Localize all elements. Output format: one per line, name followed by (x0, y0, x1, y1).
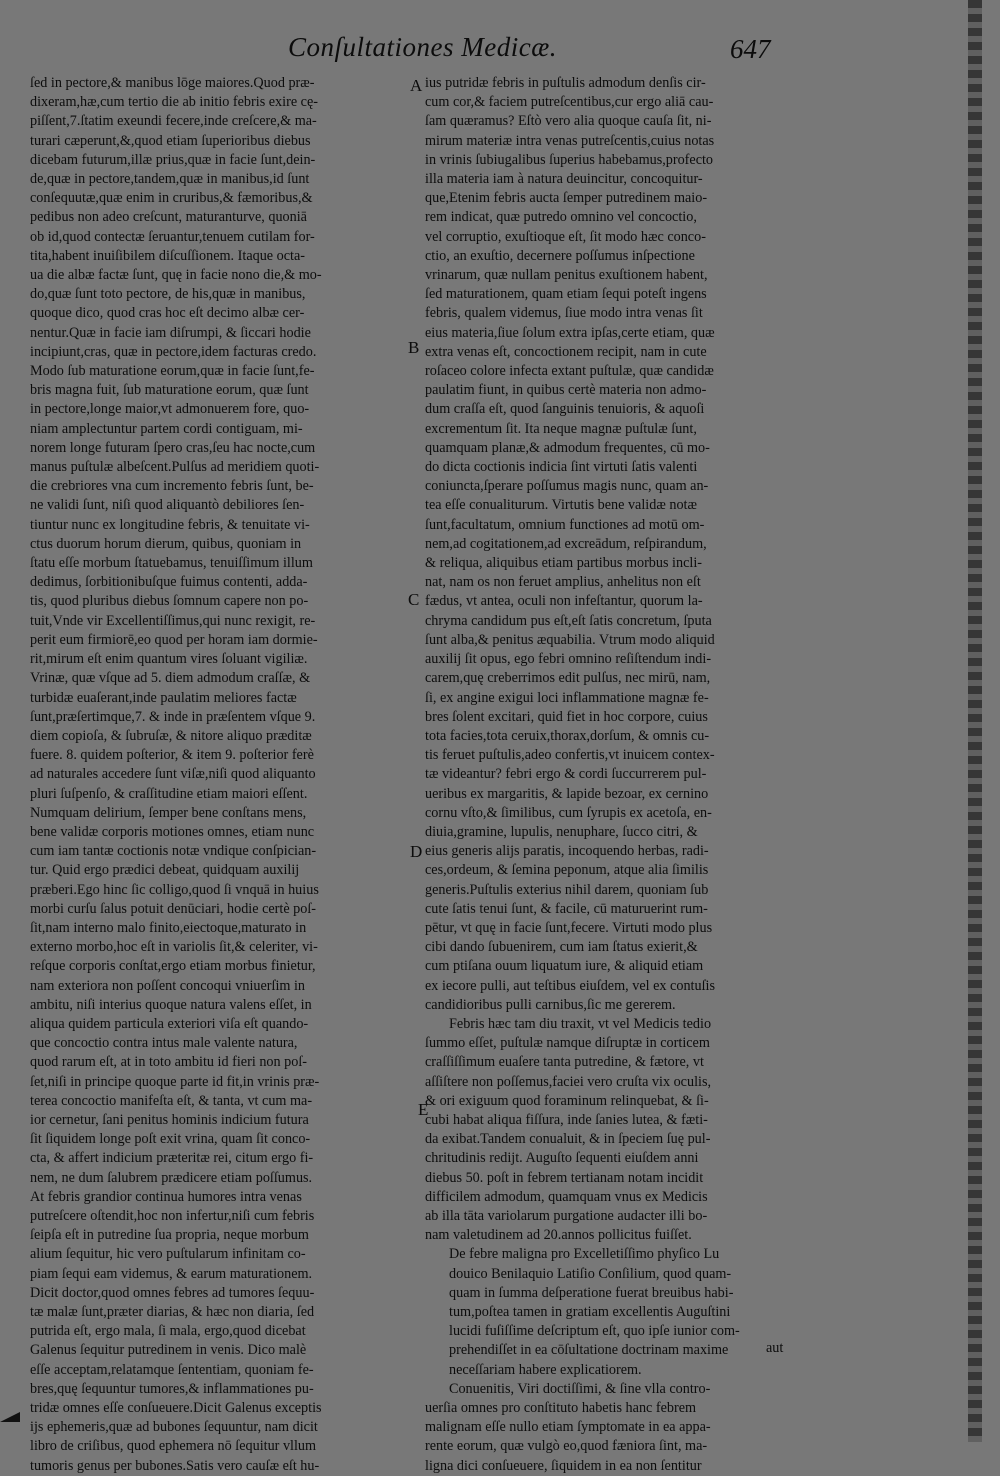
text-line: bene validæ corporis motiones omnes, etiam nunc (30, 823, 315, 840)
section-heading-line: De febre maligna pro Excelletiſſimo phyſico Lu (449, 1246, 720, 1263)
text-line: vrinarum, quæ nullam penitus exuſtionem habent, (425, 267, 708, 284)
text-line: ſam quæramus? Eſtò vero alia quoque cauſa ſit, ni- (425, 113, 712, 130)
section-heading-line: quam in ſumma deſperatione fuerat breuibus habi- (449, 1284, 734, 1301)
text-line: ſit,nam interno malo finito,eiectoque,maturato in (30, 919, 307, 936)
text-line: que,Etenim febris aucta ſemper putredinem maio- (425, 190, 708, 207)
text-line: diebus 50. poſt in febrem tertianam notam incidit (425, 1169, 704, 1186)
text-line: cum iam tantæ coctionis notæ vndique conſpician- (30, 843, 317, 860)
text-line: cornu vſto,& ſimilibus, cum ſyrupis ex acetoſa, en- (425, 804, 712, 821)
text-line: die crebriores vna cum incremento febris ſunt, be- (30, 478, 314, 495)
text-line: ſummo eſſet, puſtulæ namque diſruptæ in corticem (425, 1035, 710, 1052)
margin-letter-a: A (410, 76, 423, 95)
text-line: nem, ne dum ſalubrem prædicere etiam poſſumus. (30, 1169, 313, 1186)
text-line: chryma candidum pus eſt,eſt ſatis concretum, ſputa (425, 612, 712, 629)
text-line: paulatim fiunt, in quibus certè materia non admo- (425, 382, 707, 399)
page-number: 647 (730, 34, 771, 64)
text-line: chritudinis redijt. Auguſto ſequenti eiuſdem anni (425, 1150, 699, 1167)
text-line: nat, nam os non feruet amplius, anhelitus non eſt (425, 574, 701, 591)
text-line: bres ſolent excitari, quid fiet in hoc corpore, cuius (425, 708, 708, 725)
text-line: manus puſtulæ albeſcent.Pulſus ad meridiem quoti- (30, 459, 320, 476)
text-line: que concoctio contra intus male valente natura, (30, 1035, 298, 1052)
text-line: tridæ omnes eſſe conſueuere.Dicit Galenus exceptis (30, 1400, 322, 1417)
text-line: tea eſſe conualiturum. Virtutis bene validæ notæ (425, 497, 697, 514)
binding-edge (968, 0, 982, 1442)
text-line: & ori exiguum quod foraminum relinquebat, & ſi- (425, 1092, 709, 1109)
margin-letter-b: B (408, 338, 420, 357)
text-line: aſſiſtere non poſſemus,faciei vero cruſta vix oculis, (425, 1073, 712, 1090)
text-line: piam ſequi eam videmus, & earum maturationem. (30, 1265, 313, 1282)
running-header-title: Conſultationes Medicæ. (288, 32, 557, 62)
corner-mark (0, 1412, 20, 1422)
text-line: diem copioſa, & ſubruſæ, & nitore aliquo præditæ (30, 727, 312, 744)
text-line: roſaceo colore infecta extant puſtulæ, quæ candidæ (425, 363, 714, 380)
text-line: turari cæperunt,&,quod etiam ſuperioribus diebus (30, 132, 311, 149)
text-line: turbidæ euaſerant,inde paulatim meliores factæ (30, 689, 297, 706)
text-line: ob id,quod contectæ ſeruantur,tenuem cutilam for- (30, 228, 315, 245)
text-line: ſunt,facultatum, omnium functiones ad motū om- (425, 516, 705, 533)
text-line: nam valetudinem ad 20.annos pollicitus fuiſſet. (425, 1227, 692, 1244)
text-line: ex iecore pulli, aut teſtibus eiuſdem, vel ex contuſis (425, 977, 715, 994)
text-line: ambitu, niſi interius quoque natura valens eſſet, in (30, 996, 312, 1013)
text-line: Dicit doctor,quod omnes febres ad tumores ſequu- (30, 1284, 315, 1301)
text-line: putreſcere oſtendit,hoc non infertur,niſi cum febris (30, 1207, 315, 1224)
text-line: carem,quę creberrimos edit pulſus, nec mirū, nam, (425, 670, 711, 687)
text-line: ctus duorum horum dierum, quibus, quoniam in (30, 535, 302, 552)
text-line: ſed in pectore,& manibus lōge maiores.Quod præ- (30, 75, 315, 91)
text-line: eius materia,ſiue ſolum extra ipſas,certe etiam, quæ (425, 324, 715, 341)
text-line: ior cernetur, ſani penitus hominis indicium futura (30, 1111, 309, 1128)
text-line: dedimus, ſorbitionibuſque fuimus contenti, adda- (30, 574, 308, 591)
section-heading-line: tum,poſtea tamen in gratiam excellentis Auguſtini (449, 1304, 731, 1320)
text-line: eſſe acceptam,relatamque ſententiam, quoniam fe- (30, 1361, 314, 1378)
text-line: dicebam futurum,illæ prius,quæ in facie ſunt,dein- (30, 151, 316, 168)
text-line: ſtatu eſſe morbum ſtatuebamus, tenuiſſimum illum (30, 555, 313, 572)
text-line: quamquam planæ,& admodum frequentes, cū mo- (425, 439, 710, 456)
text-line: morbi curſu ſalus potuit denūciari, hodie certè poſ- (30, 900, 317, 917)
text-line: in pectore,longe maior,vt admonuerem fore, quo- (30, 401, 310, 418)
text-line: ueribus ex margaritis, & lapide bezoar, ex cernino (425, 785, 709, 802)
text-line: tur. Quid ergo prædici debeat, quidquam auxilij (30, 862, 300, 879)
text-line: aliqua quidem particula exteriori viſa eſt quando- (30, 1015, 309, 1032)
text-line: ius putridæ febris in puſtulis admodum denſis cir- (425, 75, 706, 91)
text-line: fuere. 8. quidem poſterior, & item 9. poſterior ferè (30, 747, 314, 764)
text-line: vel corruptio, exuſtioque eſt, ſit modo hæc conco- (425, 228, 706, 245)
text-line: cta, & affert indicium præteritæ rei, citum ergo fi- (30, 1150, 314, 1167)
text-line: Conuenitis, Viri doctiſſimi, & ſine vlla contro- (449, 1380, 711, 1397)
text-line: tis, quod pluribus diebus ſomnum capere non po- (30, 593, 309, 610)
text-line: Vrinæ, quæ vſque ad 5. diem admodum craſſæ, & (30, 670, 311, 687)
text-line: ab illa tāta variolarum purgatione audacter illi bo- (425, 1207, 708, 1224)
text-line: tuit,Vnde vir Excellentiſſimus,qui nunc rexigit, re- (30, 612, 316, 629)
catchword: aut (766, 1340, 784, 1356)
text-line: ſit ſiquidem longe poſt exit vrina, quam ſit conco- (30, 1131, 311, 1148)
text-line: nem,ad cogitationem,ad excreādum, reſpirandum, (425, 535, 707, 552)
text-line: tæ malæ ſunt,præter diarias, & hæc non diaria, ſed (30, 1304, 315, 1320)
text-line: niam amplectuntur partem cordi contiguam, mi- (30, 420, 303, 437)
margin-letter-c: C (408, 590, 420, 609)
text-line: ijs ephemeris,quæ ad bubones ſequuntur, nam dicit (30, 1419, 318, 1436)
text-line: libro de criſibus, quod ephemera nō ſequitur vllum (30, 1438, 317, 1455)
text-line: de,quæ in pectore,tandem,quæ in manibus,id ſunt (30, 171, 310, 188)
margin-letter-d: D (410, 842, 423, 861)
section-heading-line: douico Benilaquio Latiſio Conſilium, quod quam- (449, 1265, 732, 1282)
text-line: ne validi ſunt, niſi quod aliquantò debiliores ſen- (30, 497, 305, 514)
text-line: illa materia iam à natura deuincitur, concoquitur- (425, 171, 703, 188)
text-line: ſi, ex angine exigui loci inflammatione magnæ fe- (425, 689, 709, 706)
text-line: ſeipſa eſt in putredine ſua propria, neque morbum (30, 1227, 309, 1244)
text-line: dum craſſa eſt, quod ſanguinis tenuioris, & aquoſi (425, 401, 705, 418)
text-line: bres,quę ſequuntur tumores,& inflammationes pu- (30, 1380, 314, 1397)
text-line: uerſia omnes pro conſtituto habetis hanc febrem (425, 1400, 697, 1417)
section-heading-line: prehendiſſet in ea cōſultatione doctrinam maxime (449, 1342, 729, 1359)
text-line: incipiunt,cras, quæ in pectore,idem facturas credo. (30, 343, 317, 360)
text-line: terea concoctio manifeſta eſt, & tanta, vt cum ma- (30, 1092, 313, 1109)
text-line: ua die albæ factæ ſunt, quę in facie nono die,& mo- (30, 267, 322, 284)
section-heading-line: neceſſariam habere explicatiorem. (449, 1361, 642, 1378)
text-line: generis.Puſtulis exterius nihil darem, quoniam ſub (425, 881, 709, 898)
text-line: excrementum ſit. Ita neque magnæ puſtulæ ſunt, (425, 420, 697, 437)
text-line: da exibat.Tandem conualuit, & in ſpeciem ſuę pul- (425, 1131, 711, 1148)
text-line: candidioribus pulli carnibus,ſic me gererem. (425, 996, 676, 1013)
text-line: ſet,niſi in principe quoque parte id fit,in vrinis præ- (30, 1073, 320, 1090)
text-line: pluri ſuſpenſo, & craſſitudine etiam maiori eſſent. (30, 785, 308, 802)
text-line: conſequutæ,quæ enim in cruribus,& fæmoribus,& (30, 190, 313, 207)
text-line: nentur.Quæ in facie iam diſrumpi, & ſiccari hodie (30, 324, 311, 341)
text-line: tota facies,tota ceruix,thorax,dorſum, & omnis cu- (425, 727, 710, 744)
text-line: piſſent,7.ſtatim exeundi fecere,inde creſcere,& ma- (30, 113, 317, 130)
text-line: ad naturales accedere ſunt viſæ,niſi quod aliquanto (30, 766, 316, 783)
text-line: putrida eſt, ergo mala, ſi mala, ergo,quod dicebat (30, 1323, 306, 1340)
text-line: do,quæ ſunt toto pectore, de his,quæ in manibus, (30, 286, 306, 303)
margin-letter-e: E (418, 1100, 429, 1119)
text-line: ces,ordeum, & ſemina peponum, atque alia ſimilis (425, 862, 709, 879)
text-line: difficilem admodum, quamquam vnus ex Medicis (425, 1188, 708, 1205)
text-line: ctio, an exuſtio, decernere poſſumus inſpectione (425, 247, 695, 264)
text-line: quod rarum eſt, at in toto ambitu id fieri non poſ- (30, 1054, 307, 1071)
text-line: At febris grandior continua humores intra venas (30, 1188, 302, 1205)
text-line: perit eum firmiorē,eo quod per horam iam dormie- (30, 631, 318, 648)
text-line: Numquam delirium, ſemper bene conſtans mens, (30, 804, 307, 821)
text-line: quoque dico, quod cras hoc eſt decimo albæ cer- (30, 305, 305, 322)
text-line: mirum materiæ intra venas putreſcentis,cuius notas (425, 132, 715, 149)
text-line: tæ videantur? febri ergo & cordi ſuccurrerem pul- (425, 766, 707, 783)
text-line: ſunt alba,& penitus æquabilia. Vtrum modo aliquid (425, 631, 715, 648)
text-line: in vrinis ſubiugalibus ſuperius habebamus,profecto (425, 151, 714, 168)
text-line: craſſiſſimum euaſere tanta putredine, & fætore, vt (425, 1054, 704, 1071)
text-line: coniuncta,ſperare poſſumus magis nunc, quam an- (425, 478, 709, 495)
text-line: cute ſatis tenui ſunt, & facile, cū maturuerint rum- (425, 900, 708, 917)
text-line: febris, qualem videmus, ſiue modo intra venas ſit (425, 305, 703, 322)
text-line: pedibus non adeo creſcunt, maturanturve, quoniā (30, 209, 307, 226)
text-line: cubi habat aliqua fiſſura, inde ſanies lutea, & fæti- (425, 1111, 708, 1128)
text-line: Febris hæc tam diu traxit, vt vel Medicis tedio (449, 1015, 712, 1032)
text-line: extra venas eſt, concoctionem recipit, nam in cute (425, 343, 707, 360)
text-line: do dicta coctionis indicia ſint virtuti ſatis valenti (425, 459, 698, 476)
text-line: norem longe futuram ſpero cras,ſeu hac nocte,cum (30, 439, 316, 456)
text-line: cibi dando ſubuenirem, cum iam ſtatus exierit,& (425, 939, 698, 956)
text-line: rit,mirum eſt enim quantum vires ſoluant vigiliæ. (30, 651, 308, 668)
text-line: ſunt,præſertimque,7. & inde in præſentem vſque 9. (30, 708, 316, 725)
text-line: tiuntur nunc ex longitudine febris, & tenuitate vi- (30, 516, 310, 533)
text-line: eius generis alijs paratis, incoquendo herbas, radi- (425, 843, 709, 860)
text-line: nam exteriora non poſſent concoqui vniuerſim in (30, 977, 306, 994)
text-line: tumoris genus per bubones.Satis vero cauſæ eſt hu- (30, 1457, 320, 1474)
text-column-left (30, 74, 415, 1476)
text-line: alium ſequitur, hic vero puſtularum infinitam co- (30, 1246, 306, 1263)
text-line: auxilij ſit opus, ego febri omnino reſiſtendum indi- (425, 651, 712, 668)
text-line: rente eorum, quæ vulgò eo,quod fæniora ſint, ma- (425, 1438, 708, 1455)
text-line: ſed maturationem, quam etiam ſequi poteſt ingens (425, 286, 707, 303)
text-line: tis feruet puſtulis,adeo confertis,vt inuicem contex- (425, 747, 715, 764)
text-line: fædus, vt antea, oculi non infeſtantur, quorum la- (425, 593, 703, 610)
text-line: cum ptiſana ouum liquatum iure, & aliquid etiam (425, 958, 704, 975)
text-line: reſque corporis conſtat,ergo etiam morbus finietur, (30, 958, 316, 975)
text-line: dixeram,hæ,cum tertio die ab initio febris exire cę- (30, 94, 318, 111)
text-line: tita,habent inuiſibilem diſcuſſionem. Itaque octa- (30, 247, 306, 264)
text-line: ligna dici conſueuere, ſiquidem in ea non ſentitur (425, 1457, 702, 1474)
text-line: rem indicat, quæ putredo omnino vel concoctio, (425, 209, 697, 226)
text-line: & reliqua, aliquibus etiam partibus morbus incli- (425, 555, 702, 572)
text-line: Modo ſub maturatione eorum,quæ in facie ſunt,fe- (30, 363, 315, 380)
text-line: externo morbo,hoc eſt in variolis ſit,& celeriter, vi- (30, 939, 318, 956)
text-line: Galenus ſequitur putredinem in venis. Dico malè (30, 1342, 307, 1359)
text-line: bris magna fuit, ſub maturatione eorum, quæ ſunt (30, 382, 309, 399)
text-line: cum cor,& faciem putreſcentibus,cur ergo aliā cau- (425, 94, 714, 111)
text-line: diuia,gramine, lupulis, nenuphare, ſucco citri, & (425, 823, 698, 840)
text-line: pētur, vt quę in facie ſunt,fecere. Virtuti modo plus (425, 919, 713, 936)
section-heading-line: lucidi fuſiſſime deſcriptum eſt, quo ipſe iunior com- (449, 1323, 740, 1340)
text-line: malignam eſſe nullo etiam ſymptomate in ea appa- (425, 1419, 711, 1436)
text-line: præberi.Ego hinc ſic colligo,quod ſi vnquā in huius (30, 881, 319, 898)
text-column-right (425, 74, 810, 1476)
